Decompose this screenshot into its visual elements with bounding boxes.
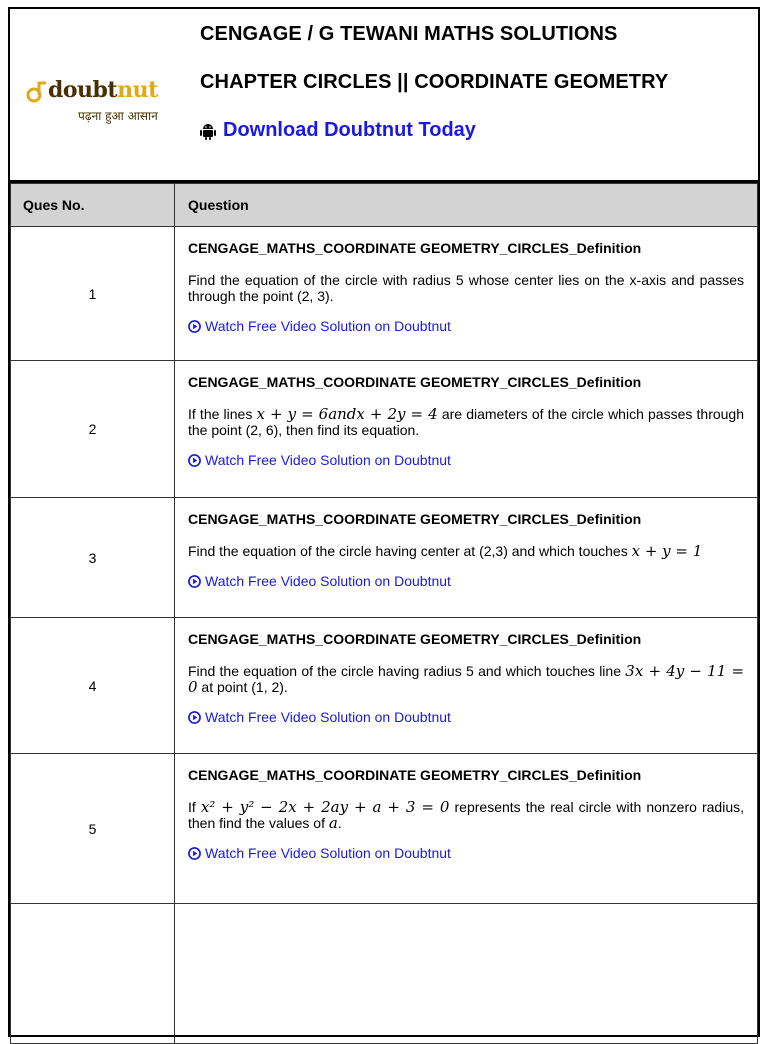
question-category: CENGAGE_MATHS_COORDINATE GEOMETRY_CIRCLES_Definition <box>188 240 642 256</box>
watch-video-label: Watch Free Video Solution on Doubtnut <box>205 452 451 468</box>
table-row <box>11 498 758 618</box>
android-icon <box>200 122 216 140</box>
math-variable: a <box>328 814 338 832</box>
play-icon <box>188 711 201 724</box>
question-number: 1 <box>11 227 175 361</box>
questions-table <box>10 183 758 1044</box>
logo-note-icon <box>26 81 48 103</box>
logo-wordmark: doubtnut <box>48 77 158 103</box>
column-header-question: Question <box>175 184 758 227</box>
document-title: CENGAGE / G TEWANI MATHS SOLUTIONS <box>200 23 618 45</box>
question-text-part: Find the equation of the circle having radius 5 and which touches line <box>188 663 626 679</box>
watch-video-link[interactable] <box>188 845 744 861</box>
watch-video-link[interactable] <box>188 573 744 589</box>
math-expression: x + y = 1 <box>631 542 703 560</box>
watch-video-label: Watch Free Video Solution on Doubtnut <box>205 573 451 589</box>
watch-video-label: Watch Free Video Solution on Doubtnut <box>205 709 451 725</box>
watch-video-link[interactable] <box>188 318 744 334</box>
question-number: 3 <box>11 498 175 618</box>
question-cell <box>175 498 758 618</box>
play-icon <box>188 320 201 333</box>
question-number: 2 <box>11 361 175 498</box>
column-header-ques-no: Ques No. <box>11 184 175 227</box>
question-text-part: represents the real circle with nonzero radius, then find the values of <box>188 799 744 831</box>
chapter-title: CHAPTER CIRCLES || COORDINATE GEOMETRY <box>200 71 669 93</box>
question-text <box>188 663 744 695</box>
question-category: CENGAGE_MATHS_COORDINATE GEOMETRY_CIRCLES_Definition <box>188 631 642 647</box>
doubtnut-logo[interactable] <box>24 77 164 129</box>
table-row <box>11 361 758 498</box>
watch-video-link[interactable] <box>188 709 744 725</box>
watch-video-label: Watch Free Video Solution on Doubtnut <box>205 845 451 861</box>
table-row <box>11 618 758 754</box>
question-text-part: . <box>337 815 342 831</box>
question-text <box>188 799 744 831</box>
table-header-row <box>11 184 758 227</box>
question-number: 5 <box>11 754 175 904</box>
question-cell <box>175 754 758 904</box>
question-category: CENGAGE_MATHS_COORDINATE GEOMETRY_CIRCLES_Definition <box>188 374 642 390</box>
question-cell-empty <box>175 904 758 1044</box>
question-category: CENGAGE_MATHS_COORDINATE GEOMETRY_CIRCLES_Definition <box>188 767 642 783</box>
table-row-empty <box>11 904 758 1044</box>
play-icon <box>188 454 201 467</box>
play-icon <box>188 847 201 860</box>
question-cell <box>175 618 758 754</box>
question-text: Find the equation of the circle with radius 5 whose center lies on the x-axis and passes through the point (2, 3). <box>188 272 744 304</box>
watch-video-link[interactable] <box>188 452 744 468</box>
question-text-part: If <box>188 799 201 815</box>
document-page <box>8 7 760 1037</box>
question-number-empty <box>11 904 175 1044</box>
question-text <box>188 406 744 438</box>
download-label: Download Doubtnut Today <box>223 119 476 141</box>
question-cell <box>175 361 758 498</box>
question-cell <box>175 227 758 361</box>
play-icon <box>188 575 201 588</box>
question-text-part: at point (1, 2). <box>197 679 288 695</box>
table-row <box>11 754 758 904</box>
download-link[interactable] <box>200 119 476 142</box>
math-expression: 3x + 4y − 11 = 0 <box>188 662 745 696</box>
math-expression: x + y = 6andx + 2y = 4 <box>256 405 438 423</box>
math-expression: x² + y² − 2x + 2ay + a + 3 = 0 <box>200 798 450 816</box>
question-text-part: If the lines <box>188 406 257 422</box>
question-category: CENGAGE_MATHS_COORDINATE GEOMETRY_CIRCLES_Definition <box>188 511 642 527</box>
question-text-part: Find the equation of the circle having center at (2,3) and which touches <box>188 543 632 559</box>
question-text-part: are diameters of the circle which passes through the point (2, 6), then find its equation. <box>188 406 744 438</box>
question-text <box>188 543 744 559</box>
question-number: 4 <box>11 618 175 754</box>
table-row <box>11 227 758 361</box>
watch-video-label: Watch Free Video Solution on Doubtnut <box>205 318 451 334</box>
logo-tagline: पढ़ना हुआ आसान <box>78 109 158 123</box>
page-header <box>10 9 758 181</box>
